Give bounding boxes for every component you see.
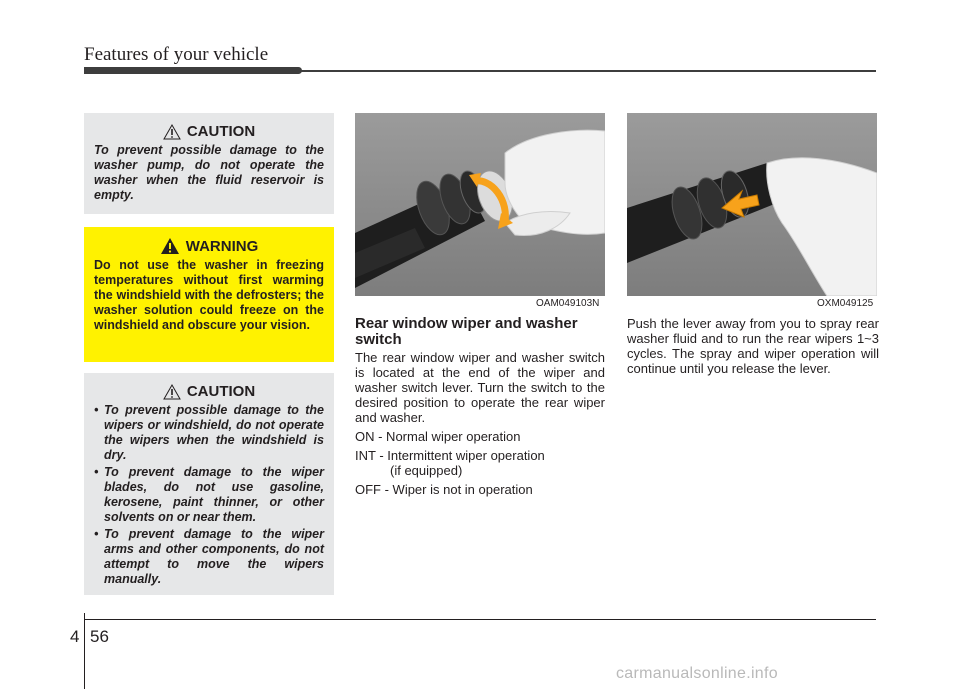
caution-bullet: • To prevent possible damage to the wipers or windshield, do not operate the wipers when the windshield is dry.: [94, 403, 324, 462]
caution-bullet-text: To prevent damage to the wiper arms and other components, do not attempt to move the wipers manually.: [104, 527, 324, 586]
section-intro: The rear window wiper and washer switch is located at the end of the wiper and washer switch lever. Turn the switch to the desired position to operate the rear wiper and washer.: [355, 350, 605, 425]
photo-illustration: [627, 113, 877, 296]
section-heading: Rear window wiper and washer switch: [355, 315, 578, 348]
caution-title: CAUTION: [186, 383, 256, 400]
photo-illustration: [355, 113, 605, 296]
footer-divider-vertical: [84, 613, 85, 689]
watermark: carmanualsonline.info: [616, 665, 778, 682]
page-header-title: Features of your vehicle: [84, 44, 269, 65]
mode-off: OFF - Wiper is not in operation: [355, 482, 533, 497]
mode-int-note: (if equipped): [390, 463, 463, 478]
warning-triangle-icon: [160, 237, 180, 255]
warning-title: WARNING: [185, 237, 259, 255]
mode-int: INT - Intermittent wiper operation: [355, 448, 545, 463]
caution-box-wipers: [84, 373, 334, 595]
page-number: 56: [90, 627, 109, 646]
photo-rotate-switch: [355, 113, 605, 296]
caution-triangle-icon: [163, 384, 181, 400]
photo-code-1: OAM049103N: [536, 298, 600, 309]
caution-header: [94, 383, 324, 400]
warning-header: [94, 237, 324, 255]
caution-bullet: • To prevent damage to the wiper arms and other components, do not attempt to move the wipers manually.: [94, 527, 324, 586]
caution-triangle-icon: [163, 124, 181, 140]
caution-box-washer-pump: [84, 113, 334, 214]
caution-title: CAUTION: [186, 123, 256, 140]
caution-bullet-text: To prevent damage to the wiper blades, do not use gasoline, kerosene, paint thinner, or other solvents on or near them.: [104, 465, 324, 524]
push-lever-text: Push the lever away from you to spray rear washer fluid and to run the rear wipers 1~3 cycles. The spray and wiper operation will continue until you release the lever.: [627, 316, 879, 376]
footer-rule: [84, 619, 876, 620]
chapter-number: 4: [70, 627, 80, 646]
caution-header: [94, 123, 324, 140]
photo-code-2: OXM049125: [817, 298, 874, 309]
warning-text: Do not use the washer in freezing temperatures without first warming the windshield with the defrosters; the washer solution could freeze on the windshield and obscure your vision.: [94, 258, 324, 332]
mode-on: ON - Normal wiper operation: [355, 429, 521, 444]
section-body: [355, 350, 605, 501]
caution-bullet: • To prevent damage to the wiper blades, do not use gasoline, kerosene, paint thinner, or other solvents on or near them.: [94, 465, 324, 524]
warning-box-freezing: [84, 227, 334, 362]
photo-push-lever: [627, 113, 877, 296]
caution-bullet-text: To prevent possible damage to the wipers or windshield, do not operate the wipers when the windshield is dry.: [104, 403, 324, 462]
caution-text: To prevent possible damage to the washer pump, do not operate the washer when the fluid reservoir is empty.: [94, 143, 324, 202]
header-rule: [84, 70, 876, 72]
